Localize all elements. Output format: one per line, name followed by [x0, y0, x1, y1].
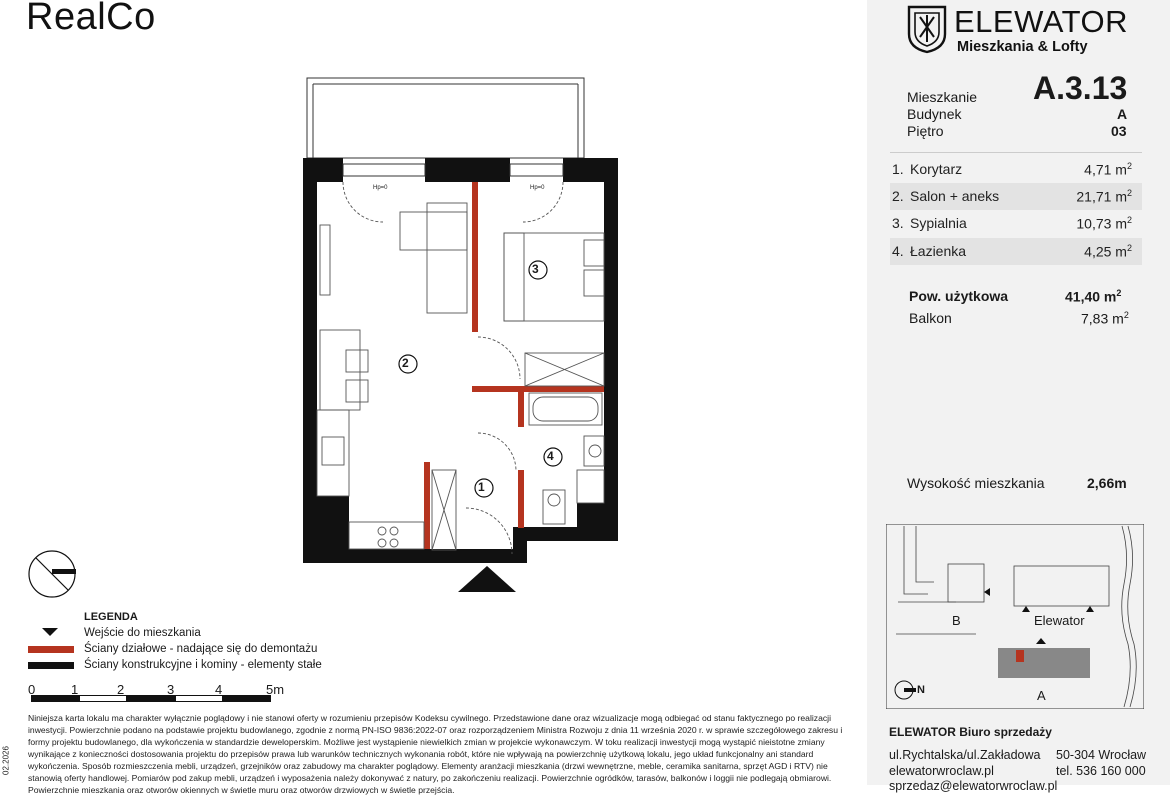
- balcony-label: Balkon: [909, 310, 952, 326]
- label-budynek: Budynek: [907, 106, 962, 122]
- room-row: [890, 183, 1142, 210]
- site-map: [886, 524, 1144, 709]
- room-area-value: 4,25 m: [1084, 243, 1127, 260]
- label-mieszkanie: Mieszkanie: [907, 89, 978, 105]
- room-area-value: 10,73 m: [1076, 215, 1127, 232]
- window-label-2: Hp=0: [530, 185, 545, 191]
- room-name: Salon + aneks: [910, 188, 1000, 204]
- room-row: [890, 156, 1142, 183]
- label-pietro: Piętro: [907, 123, 944, 139]
- room-area: [1076, 215, 1132, 232]
- scale-tick-2: 2: [117, 682, 125, 697]
- area-unit: 2: [1126, 188, 1132, 198]
- divider: [890, 152, 1142, 153]
- balcony-value: [1081, 310, 1129, 327]
- room-num: 3.: [892, 215, 904, 231]
- room-area-value: 4,71 m: [1084, 161, 1127, 178]
- furniture: [317, 203, 604, 550]
- doors: [343, 182, 563, 554]
- balcony-area-number: 7,83 m: [1081, 310, 1124, 327]
- usable-area-label: Pow. użytkowa: [909, 288, 1009, 304]
- room-area: [1084, 161, 1132, 178]
- apartment-number: A.3.13: [1033, 70, 1128, 106]
- sales-postal: 50-304 Wrocław: [1056, 748, 1147, 762]
- sitemap-label-elewator: Elewator: [1034, 613, 1085, 628]
- legend-title: LEGENDA: [84, 611, 138, 623]
- sales-address: ul.Rychtalska/ul.Zakładowa: [889, 748, 1041, 762]
- scale-tick-3: 3: [167, 682, 175, 697]
- usable-area-number: 41,40 m: [1065, 288, 1117, 305]
- sales-title: ELEWATOR Biuro sprzedaży: [889, 725, 1052, 739]
- sales-website[interactable]: elewatorwroclaw.pl: [889, 764, 994, 778]
- room-num: 1.: [892, 161, 904, 177]
- room-name: Sypialnia: [910, 215, 967, 231]
- room-name: Korytarz: [910, 161, 963, 177]
- legend-entrance-text: Wejście do mieszkania: [84, 627, 201, 639]
- area-unit: 2: [1116, 288, 1122, 298]
- scale-tick-4: 4: [215, 682, 223, 697]
- room-markers: [399, 261, 562, 497]
- room-row: [890, 238, 1142, 265]
- usable-area-value: [1065, 288, 1121, 305]
- room-name: Łazienka: [910, 243, 967, 259]
- legend-structural-text: Ściany konstrukcyjne i kominy - elementy stałe: [84, 659, 322, 671]
- project-tagline: Mieszkania & Lofty: [957, 39, 1088, 55]
- floor-value: 03: [1111, 123, 1127, 139]
- scale-tick-1: 1: [71, 682, 79, 697]
- disclaimer: Niniejsza karta lokalu ma charakter wyłącznie poglądowy i nie stanowi oferty w rozumieniu przepisów Kodeksu cywilnego. Przedstawione dane oraz wizualizacje mogą odbiegać od stanu faktycznego po realizacji inwestycji. Powierzchnie podano na podstawie projektu budowlanego, zgodnie z normą PN-ISO 9836:2022-07 oraz rozporządzeniem Ministra Rozwoju z dnia 11 września 2020 r. w sprawie szczegółowego zakresu i formy projektu budowlanego, dla wykończenia w standardzie deweloperskim. Możliwe jest wystąpienie niewielkich zmian w projekcie wykonawczym. W toku realizacji inwestycji mogą wystąpić nieistotne zmiany wynikające z konieczności dostosowania projektu do przepisów prawa lub warunków technicznych wykonania robót, które nie wpływają na powierzchnię użytkową lokalu, jego układ funkcjonalny ani standard wykończenia. Sposób rozmieszczenia mebli, urządzeń, grzejników oraz zabudowy ma charakter poglądowy. Elementy aranżacji mieszkania (drzwi wewnętrzne, meble, ceramika sanitarna, sprzęt AGD i RTV) nie stanowią oferty handlowej. Pomiarów pod zakup mebli, urządzeń i wyposażenia należy dokonywać z natury, po zakończeniu realizacji. Powierzchnie ogródków, tarasów, balkonów i loggii nie podlegają obmiarowi. Powierzchnie mieszkania oraz otworów okiennych w świetle muru oraz otworów drzwiowych w świetle przejścia.: [28, 713, 843, 795]
- scale-tick-5: 5m: [266, 682, 285, 697]
- height-label: Wysokość mieszkania: [907, 475, 1045, 491]
- balcony: [307, 78, 584, 158]
- legend-entrance-icon: [42, 628, 58, 638]
- legend-partition-swatch: [28, 646, 74, 653]
- room-area: [1084, 243, 1132, 260]
- structural-walls: [303, 158, 618, 563]
- room-label-2: 2: [402, 356, 409, 370]
- area-unit: 2: [1126, 215, 1132, 225]
- side-date: 02.2026: [1, 746, 11, 775]
- room-area: [1076, 188, 1132, 205]
- compass-needle: [52, 569, 76, 574]
- scale-tick-0: 0: [28, 682, 36, 697]
- window-label-1: Hp=0: [373, 185, 388, 191]
- sales-phone[interactable]: tel. 536 160 000: [1056, 764, 1146, 778]
- legend-partition-text: Ściany działowe - nadające się do demontażu: [84, 643, 318, 655]
- building-value: A: [1117, 106, 1128, 122]
- project-name: ELEWATOR: [954, 4, 1128, 39]
- room-row: [890, 210, 1142, 237]
- sitemap-north: N: [917, 684, 925, 696]
- area-unit: 2: [1123, 310, 1129, 320]
- legend-structural-swatch: [28, 662, 74, 669]
- room-num: 4.: [892, 243, 904, 259]
- brand-logo: RealCo: [26, 0, 156, 38]
- sales-email[interactable]: sprzedaz@elewatorwroclaw.pl: [889, 779, 1058, 793]
- area-unit: 2: [1126, 161, 1132, 171]
- height-value: 2,66m: [1087, 475, 1127, 491]
- scale-seg-5: [223, 695, 271, 702]
- sitemap-label-b: B: [952, 613, 961, 628]
- room-label-1: 1: [478, 480, 485, 494]
- area-unit: 2: [1126, 243, 1132, 253]
- sitemap-label-a: A: [1037, 688, 1046, 703]
- room-label-3: 3: [532, 262, 539, 276]
- room-num: 2.: [892, 188, 904, 204]
- room-area-value: 21,71 m: [1076, 188, 1127, 205]
- entrance-arrow: [458, 566, 516, 592]
- tower-logo-icon: [906, 4, 948, 54]
- room-label-4: 4: [547, 449, 554, 463]
